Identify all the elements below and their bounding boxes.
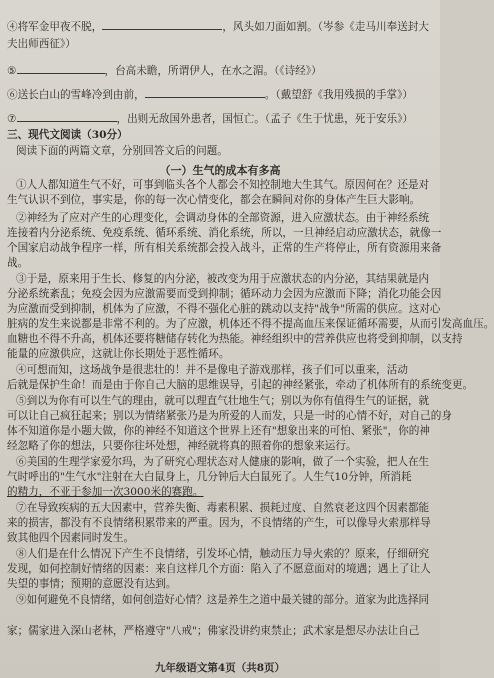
article-line: 战。: [7, 257, 29, 269]
article-line: 个国家启动战争程序一样，所有相关系统都会投入战斗，正常的生产将停止，所有资源用来备: [7, 242, 442, 254]
article-line: ⑨如何避免不良情绪，如何创造好心情？这是养生之道中最关键的部分。道家为此选择同: [16, 594, 430, 606]
answer-blank[interactable]: [102, 18, 222, 30]
answer-blank[interactable]: [17, 62, 105, 74]
article-line: 经忽略了你的想法，只要你往坏处想，神经就将真的照着你的想象来运行。: [7, 440, 357, 452]
section-heading: 三、现代文阅读（30分）: [7, 129, 128, 141]
question-6: ⑥送长白山的雪峰冷到由前， 。（戴望舒《我用残损的手掌》）: [7, 86, 430, 102]
answer-blank[interactable]: [145, 86, 265, 98]
article-line: ⑧人们是在什么情况下产生不良情绪，引发坏心情，触动压力导火索的？原来，仔细研究: [16, 548, 430, 560]
question-5: ⑤ ，台高未瞻，所谓伊人，在水之湄。（《诗经》）: [7, 62, 430, 78]
question-4-source: 夫出师西征》）: [7, 38, 76, 50]
question-4: [7, 18, 430, 34]
article-line: 可以让自己疯狂起来；别以为情绪紧张乃是为所爱的人而发，只是一时的心情不好，对自己的身: [7, 410, 452, 422]
article-line: 分泌系统紊乱；免疫会因为应激需要而受到抑制；循环动力会因为应激而下降；消化功能会因: [7, 288, 442, 300]
article-line: 气时呼出的"生气水"注射在大白鼠身上，几分钟后大白鼠死了。人生气10分钟，所消耗: [7, 471, 412, 483]
article-line: 致其他四个因素同时发生。: [7, 532, 135, 544]
article-line: 的精力，不亚于参加一次3000米的赛跑。: [7, 486, 204, 498]
article-line: 发现，如何控制好情绪的因素：来自这样几个方面：陷入了不愿意面对的境遇；遇上了让人: [7, 563, 431, 575]
article-line: 能量的应激供应，这就让你长期处于恶性循环。: [7, 348, 230, 360]
question-7: ⑦ ，出则无敌国外患者，国恒亡。（孟子《生于忧患，死于安乐》）: [7, 110, 430, 126]
article-line: 生气认识不到位，事实是，你的每一次心情变化，都会在瞬间对你的身体产生巨大影响。: [7, 194, 421, 206]
article-line: 后就是保护生命！而是由于你自己大脑的思维误导，引起的神经紧张，牵动了机体所有的系统变更。: [7, 379, 474, 391]
article-line: ⑦在导致疾病的五大因素中，营养失衡、毒素积累、损耗过度、自然衰老这四个因素都能: [16, 502, 430, 514]
article-line: ③于是，原来用于生长、修复的内分泌，被改变为用于应激状态的内分泌，其结果就是内: [16, 273, 430, 285]
article-line: 来的损害，都没有不良情绪积累带来的严重。因为，不良情绪的产生，可以像导火索那样导: [7, 517, 431, 529]
article-line: ⑥美国的生理学家爱尔玛，为了研究心理状态对人健康的影响，做了一个实验，把人在生: [16, 456, 430, 468]
article-line: ②神经为了应对产生的心理变化，会调动身体的全部资源，进入应激状态。由于神经系统: [16, 212, 430, 224]
article-line: 脏病的发生来说都是非常不利的。为了应激，机体还不得不提高血压来保证循环需要，从而引发高血压。: [7, 318, 494, 330]
article-title: （一）生气的成本有多高: [159, 164, 281, 177]
page-footer: 九年级语文第4页（共8页）: [154, 662, 286, 674]
article-line: ④可想而知，这场战争是很悲壮的！并不是像电子游戏那样，孩子们可以重来，活动: [16, 364, 408, 376]
article-line: ①人人都知道生气不好，可事到临头各个人都会不知控制地大生其气。原因何在？还是对: [16, 179, 430, 191]
article-line: 失望的事情；预期的意愿没有达到。: [7, 578, 177, 590]
article-line: ⑤到以为你有可以生气的理由，就可以理直气壮地生气；别以为你有值得生气的证据，就: [16, 395, 430, 407]
article-line: 连接着内分泌系统、免疫系统、循环系统、消化系统，所以，一旦神经启动应激状态，就像一: [7, 227, 442, 239]
q4-text-b: ，风头如刀面如割。（岑参《走马川奉送封大: [222, 21, 429, 33]
answer-blank[interactable]: [17, 110, 117, 122]
section-instruction: 阅读下面的两篇文章，分别回答文后的问题。: [16, 145, 228, 157]
article-line: 血糖也不得不升高，机体还要将糖储存转化为热能。神经组织中的营养供应也将受到抑制，以支持: [7, 333, 463, 345]
article-line: 家；儒家进入深山老林，严格遵守"八戒"；佛家没讲约束禁止；武术家是想尽办法让自己: [7, 625, 420, 637]
q4-text-a: ④将军金甲夜不脱，: [7, 21, 103, 33]
article-line: 为应激而受到抑制，机体为了应激，不得不强化心脏的跳动以支持"战争"所需的供应。这对心: [7, 303, 441, 315]
article-line: 体不知道你是小题大做，你的神经不知道这个世界上还有"想象出来的可怕、紧张"，你的神: [7, 425, 430, 437]
